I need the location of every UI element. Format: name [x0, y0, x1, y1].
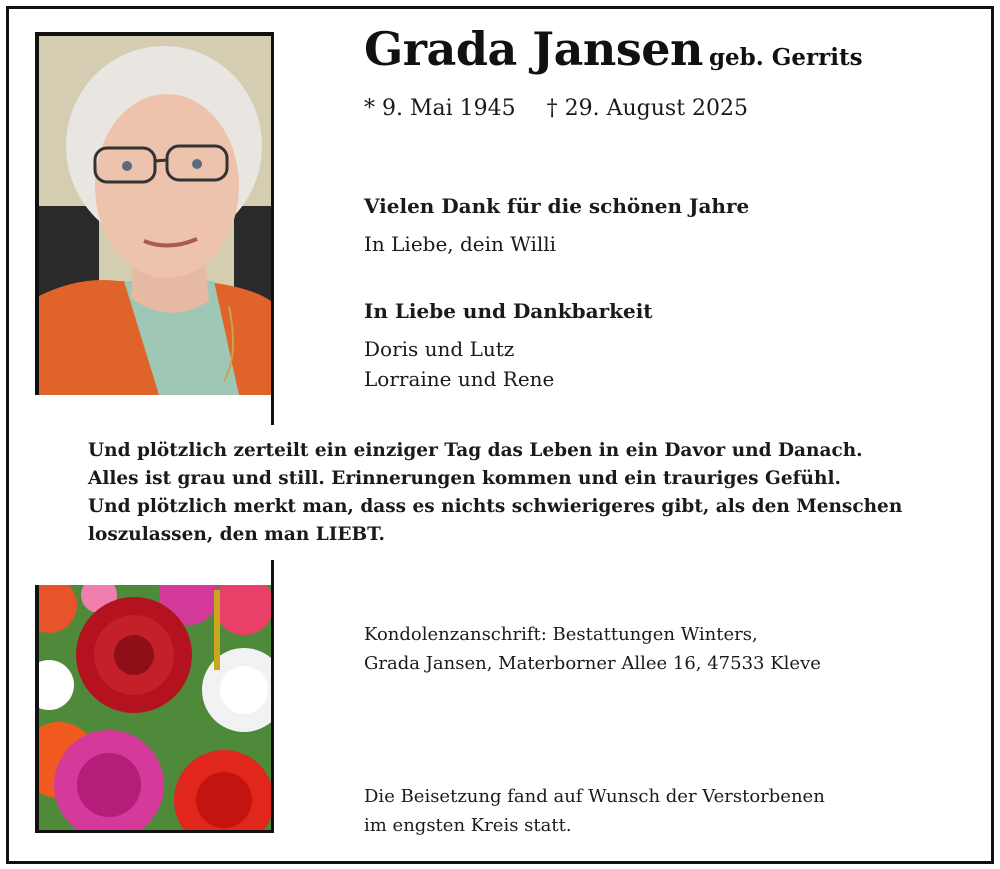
mourner-line-2: Lorraine und Rene: [364, 367, 555, 391]
deceased-name: [364, 22, 863, 76]
poem-line-1: Und plötzlich zerteilt ein einziger Tag das Leben in ein Davor und Danach.: [88, 440, 863, 461]
burial-line-2: im engsten Kreis statt.: [364, 815, 572, 836]
portrait-photo: [35, 32, 274, 395]
thanks-heading: Vielen Dank für die schönen Jahre: [364, 194, 750, 218]
poem-line-4: loszulassen, den man LIEBT.: [88, 524, 385, 545]
gratitude-heading: In Liebe und Dankbarkeit: [364, 299, 653, 323]
condolence-address: [364, 620, 821, 678]
condolence-line-2: Grada Jansen, Materborner Allee 16, 47533 Kleve: [364, 653, 821, 674]
flowers-photo: [35, 585, 274, 833]
poem-line-3: Und plötzlich merkt man, dass es nichts schwierigeres gibt, als den Menschen: [88, 496, 903, 517]
burial-note: [364, 782, 825, 840]
life-dates: [364, 96, 748, 121]
maiden-name: geb. Gerrits: [708, 44, 863, 71]
birth-date: * 9. Mai 1945: [364, 96, 516, 121]
mourner-line-1: Doris und Lutz: [364, 337, 515, 361]
poem-text: [88, 437, 968, 549]
divider-line-top: [271, 395, 274, 425]
poem-line-2: Alles ist grau und still. Erinnerungen kommen und ein trauriges Gefühl.: [88, 468, 841, 489]
gratitude-section: [364, 299, 653, 391]
portrait-illustration: [39, 36, 271, 395]
deceased-full-name: Grada Jansen: [364, 22, 703, 76]
burial-line-1: Die Beisetzung fand auf Wunsch der Verstorbenen: [364, 786, 825, 807]
dahlia-illustration: [39, 585, 271, 830]
condolence-line-1: Kondolenzanschrift: Bestattungen Winters,: [364, 624, 758, 645]
thanks-signature: In Liebe, dein Willi: [364, 232, 557, 256]
divider-line-bottom: [271, 560, 274, 585]
thanks-section: [364, 194, 749, 256]
death-date: † 29. August 2025: [546, 96, 749, 121]
